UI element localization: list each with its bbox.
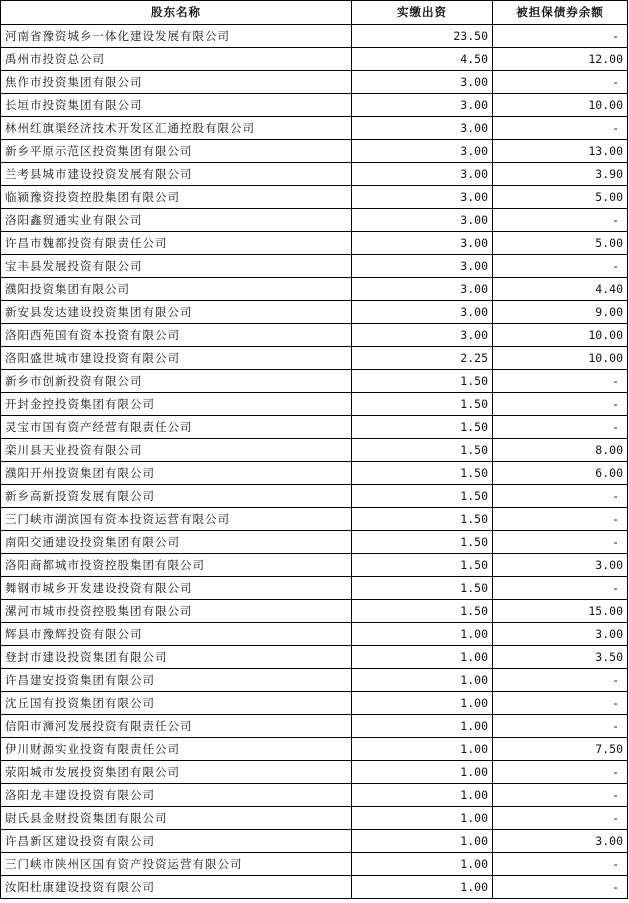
paid-in-capital-cell: 1.50: [352, 600, 493, 623]
header-paid-in-capital: 实缴出资: [352, 1, 493, 25]
table-row: [1, 462, 628, 485]
guaranteed-bond-balance-cell: -: [493, 255, 628, 278]
table-row: [1, 347, 628, 370]
shareholder-name-cell: 漯河市城市投资控股集团有限公司: [1, 600, 352, 623]
paid-in-capital-cell: 1.00: [352, 715, 493, 738]
paid-in-capital-cell: 1.50: [352, 554, 493, 577]
guaranteed-bond-balance-cell: 6.00: [493, 462, 628, 485]
table-row: [1, 876, 628, 899]
guaranteed-bond-balance-cell: 3.00: [493, 623, 628, 646]
paid-in-capital-cell: 1.50: [352, 416, 493, 439]
guaranteed-bond-balance-cell: -: [493, 531, 628, 554]
table-row: [1, 163, 628, 186]
shareholder-name-cell: 濮阳投资集团有限公司: [1, 278, 352, 301]
table-row: [1, 94, 628, 117]
guaranteed-bond-balance-cell: 10.00: [493, 324, 628, 347]
table-row: [1, 117, 628, 140]
guaranteed-bond-balance-cell: -: [493, 416, 628, 439]
paid-in-capital-cell: 3.00: [352, 324, 493, 347]
table-row: [1, 186, 628, 209]
paid-in-capital-cell: 1.50: [352, 531, 493, 554]
guaranteed-bond-balance-cell: -: [493, 761, 628, 784]
paid-in-capital-cell: 2.25: [352, 347, 493, 370]
guaranteed-bond-balance-cell: 3.50: [493, 646, 628, 669]
paid-in-capital-cell: 1.00: [352, 669, 493, 692]
header-guaranteed-bond-balance: 被担保债券余额: [493, 1, 628, 25]
table-row: [1, 830, 628, 853]
table-row: [1, 646, 628, 669]
table-row: [1, 48, 628, 71]
paid-in-capital-cell: 1.50: [352, 393, 493, 416]
paid-in-capital-cell: 1.00: [352, 784, 493, 807]
guaranteed-bond-balance-cell: 3.90: [493, 163, 628, 186]
guaranteed-bond-balance-cell: -: [493, 669, 628, 692]
shareholder-name-cell: 洛阳商都城市投资控股集团有限公司: [1, 554, 352, 577]
table-row: [1, 393, 628, 416]
paid-in-capital-cell: 1.00: [352, 623, 493, 646]
shareholder-name-cell: 舞钢市城乡开发建设投资有限公司: [1, 577, 352, 600]
guaranteed-bond-balance-cell: -: [493, 508, 628, 531]
shareholder-name-cell: 宝丰县发展投资有限公司: [1, 255, 352, 278]
table-row: [1, 278, 628, 301]
shareholder-name-cell: 洛阳西苑国有资本投资有限公司: [1, 324, 352, 347]
table-row: [1, 853, 628, 876]
guaranteed-bond-balance-cell: 13.00: [493, 140, 628, 163]
paid-in-capital-cell: 1.50: [352, 439, 493, 462]
paid-in-capital-cell: 1.00: [352, 830, 493, 853]
guaranteed-bond-balance-cell: 5.00: [493, 232, 628, 255]
shareholder-name-cell: 登封市建设投资集团有限公司: [1, 646, 352, 669]
shareholder-name-cell: 开封金控投资集团有限公司: [1, 393, 352, 416]
shareholder-name-cell: 濮阳开州投资集团有限公司: [1, 462, 352, 485]
paid-in-capital-cell: 1.50: [352, 462, 493, 485]
guaranteed-bond-balance-cell: -: [493, 784, 628, 807]
paid-in-capital-cell: 3.00: [352, 255, 493, 278]
table-row: [1, 140, 628, 163]
paid-in-capital-cell: 1.50: [352, 370, 493, 393]
paid-in-capital-cell: 1.00: [352, 646, 493, 669]
table-row: [1, 600, 628, 623]
shareholder-name-cell: 洛阳龙丰建设投资有限公司: [1, 784, 352, 807]
shareholder-name-cell: 尉氏县金财投资集团有限公司: [1, 807, 352, 830]
paid-in-capital-cell: 3.00: [352, 209, 493, 232]
paid-in-capital-cell: 3.00: [352, 232, 493, 255]
shareholder-name-cell: 新乡平原示范区投资集团有限公司: [1, 140, 352, 163]
table-row: [1, 807, 628, 830]
guaranteed-bond-balance-cell: -: [493, 485, 628, 508]
paid-in-capital-cell: 1.00: [352, 807, 493, 830]
shareholder-name-cell: 兰考县城市建设投资发展有限公司: [1, 163, 352, 186]
guaranteed-bond-balance-cell: -: [493, 715, 628, 738]
paid-in-capital-cell: 23.50: [352, 25, 493, 48]
table-row: [1, 232, 628, 255]
table-row: [1, 370, 628, 393]
table-row: [1, 416, 628, 439]
shareholder-name-cell: 禹州市投资总公司: [1, 48, 352, 71]
paid-in-capital-cell: 1.50: [352, 485, 493, 508]
paid-in-capital-cell: 3.00: [352, 71, 493, 94]
shareholder-name-cell: 沈丘国有投资集团有限公司: [1, 692, 352, 715]
paid-in-capital-cell: 1.00: [352, 738, 493, 761]
guaranteed-bond-balance-cell: -: [493, 393, 628, 416]
guaranteed-bond-balance-cell: 8.00: [493, 439, 628, 462]
shareholder-name-cell: 三门峡市陕州区国有资产投资运营有限公司: [1, 853, 352, 876]
shareholder-name-cell: 河南省豫资城乡一体化建设发展有限公司: [1, 25, 352, 48]
table-row: [1, 209, 628, 232]
table-row: [1, 25, 628, 48]
shareholder-name-cell: 许昌建安投资集团有限公司: [1, 669, 352, 692]
guaranteed-bond-balance-cell: 3.00: [493, 830, 628, 853]
guaranteed-bond-balance-cell: -: [493, 807, 628, 830]
shareholder-name-cell: 新安县发达建设投资集团有限公司: [1, 301, 352, 324]
paid-in-capital-cell: 1.50: [352, 508, 493, 531]
shareholder-name-cell: 栾川县天业投资有限公司: [1, 439, 352, 462]
shareholder-name-cell: 洛阳鑫贸通实业有限公司: [1, 209, 352, 232]
paid-in-capital-cell: 1.00: [352, 876, 493, 899]
table-row: [1, 255, 628, 278]
table-row: [1, 324, 628, 347]
paid-in-capital-cell: 3.00: [352, 117, 493, 140]
paid-in-capital-cell: 1.00: [352, 853, 493, 876]
table-row: [1, 577, 628, 600]
table-row: [1, 439, 628, 462]
paid-in-capital-cell: 1.00: [352, 761, 493, 784]
guaranteed-bond-balance-cell: -: [493, 876, 628, 899]
guaranteed-bond-balance-cell: 7.50: [493, 738, 628, 761]
table-row: [1, 623, 628, 646]
table-row: [1, 531, 628, 554]
paid-in-capital-cell: 3.00: [352, 140, 493, 163]
guaranteed-bond-balance-cell: -: [493, 692, 628, 715]
table-body: [1, 25, 628, 899]
header-row: [1, 1, 628, 25]
shareholder-name-cell: 许昌市魏都投资有限责任公司: [1, 232, 352, 255]
guaranteed-bond-balance-cell: 3.00: [493, 554, 628, 577]
paid-in-capital-cell: 3.00: [352, 163, 493, 186]
guaranteed-bond-balance-cell: -: [493, 117, 628, 140]
cell-border-artifact: [627, 279, 628, 299]
guaranteed-bond-balance-cell: -: [493, 25, 628, 48]
shareholder-name-cell: 长垣市投资集团有限公司: [1, 94, 352, 117]
table-row: [1, 715, 628, 738]
shareholder-name-cell: 新乡高新投资发展有限公司: [1, 485, 352, 508]
shareholder-name-cell: 焦作市投资集团有限公司: [1, 71, 352, 94]
guaranteed-bond-balance-cell: 4.40: [493, 278, 628, 301]
shareholder-name-cell: 许昌新区建设投资有限公司: [1, 830, 352, 853]
guaranteed-bond-balance-cell: -: [493, 577, 628, 600]
paid-in-capital-cell: 1.50: [352, 577, 493, 600]
guaranteed-bond-balance-cell: 9.00: [493, 301, 628, 324]
shareholder-name-cell: 汝阳杜康建设投资有限公司: [1, 876, 352, 899]
table-row: [1, 692, 628, 715]
shareholder-name-cell: 南阳交通建设投资集团有限公司: [1, 531, 352, 554]
guaranteed-bond-balance-cell: 10.00: [493, 94, 628, 117]
table-row: [1, 761, 628, 784]
guaranteed-bond-balance-cell: -: [493, 209, 628, 232]
paid-in-capital-cell: 3.00: [352, 301, 493, 324]
shareholder-name-cell: 信阳市浉河发展投资有限责任公司: [1, 715, 352, 738]
shareholder-name-cell: 伊川财源实业投资有限责任公司: [1, 738, 352, 761]
guaranteed-bond-balance-cell: -: [493, 370, 628, 393]
paid-in-capital-cell: 1.00: [352, 692, 493, 715]
table-row: [1, 738, 628, 761]
shareholder-name-cell: 林州红旗渠经济技术开发区汇通控股有限公司: [1, 117, 352, 140]
guaranteed-bond-balance-cell: -: [493, 71, 628, 94]
shareholder-name-cell: 临颍豫资投资控股集团有限公司: [1, 186, 352, 209]
shareholder-name-cell: 荥阳城市发展投资集团有限公司: [1, 761, 352, 784]
shareholder-name-cell: 洛阳盛世城市建设投资有限公司: [1, 347, 352, 370]
table-row: [1, 301, 628, 324]
paid-in-capital-cell: 3.00: [352, 186, 493, 209]
header-shareholder-name: 股东名称: [1, 1, 352, 25]
shareholder-name-cell: 灵宝市国有资产经营有限责任公司: [1, 416, 352, 439]
paid-in-capital-cell: 4.50: [352, 48, 493, 71]
guaranteed-bond-balance-cell: 10.00: [493, 347, 628, 370]
shareholder-name-cell: 辉县市豫辉投资有限公司: [1, 623, 352, 646]
guaranteed-bond-balance-cell: 15.00: [493, 600, 628, 623]
table-row: [1, 554, 628, 577]
table-row: [1, 71, 628, 94]
table-row: [1, 669, 628, 692]
table-row: [1, 485, 628, 508]
shareholder-name-cell: 新乡市创新投资有限公司: [1, 370, 352, 393]
guaranteed-bond-balance-cell: -: [493, 853, 628, 876]
table-row: [1, 508, 628, 531]
guaranteed-bond-balance-cell: 12.00: [493, 48, 628, 71]
shareholder-name-cell: 三门峡市湖滨国有资本投资运营有限公司: [1, 508, 352, 531]
table-row: [1, 784, 628, 807]
guaranteed-bond-balance-cell: 5.00: [493, 186, 628, 209]
paid-in-capital-cell: 3.00: [352, 94, 493, 117]
paid-in-capital-cell: 3.00: [352, 278, 493, 301]
